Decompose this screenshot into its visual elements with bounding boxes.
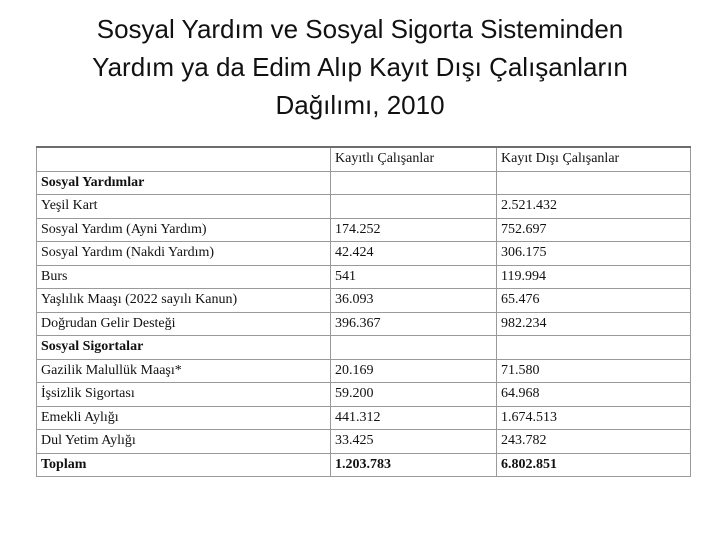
row-unregistered: 64.968 xyxy=(497,383,691,407)
row-unregistered: 752.697 xyxy=(497,218,691,242)
row-registered: 441.312 xyxy=(331,406,497,430)
table-row xyxy=(37,218,691,242)
row-unregistered xyxy=(497,336,691,360)
row-registered: 36.093 xyxy=(331,289,497,313)
row-label: İşsizlik Sigortası xyxy=(37,383,331,407)
table-header-row xyxy=(37,147,691,171)
row-registered: 174.252 xyxy=(331,218,497,242)
row-unregistered: 243.782 xyxy=(497,430,691,454)
distribution-table xyxy=(36,146,691,477)
row-label: Doğrudan Gelir Desteği xyxy=(37,312,331,336)
row-registered: 1.203.783 xyxy=(331,453,497,477)
row-unregistered: 71.580 xyxy=(497,359,691,383)
row-registered: 33.425 xyxy=(331,430,497,454)
row-label: Toplam xyxy=(37,453,331,477)
table-row xyxy=(37,312,691,336)
row-unregistered: 65.476 xyxy=(497,289,691,313)
table-row xyxy=(37,242,691,266)
row-label: Sosyal Yardım (Ayni Yardım) xyxy=(37,218,331,242)
title-line: Yardım ya da Edim Alıp Kayıt Dışı Çalışanların xyxy=(92,52,628,82)
row-unregistered: 306.175 xyxy=(497,242,691,266)
row-registered: 396.367 xyxy=(331,312,497,336)
table-row xyxy=(37,359,691,383)
header-unregistered: Kayıt Dışı Çalışanlar xyxy=(497,147,691,171)
row-label: Yaşlılık Maaşı (2022 sayılı Kanun) xyxy=(37,289,331,313)
row-registered xyxy=(331,195,497,219)
row-unregistered: 6.802.851 xyxy=(497,453,691,477)
slide-title xyxy=(40,10,680,124)
row-label: Sosyal Yardım (Nakdi Yardım) xyxy=(37,242,331,266)
header-label xyxy=(37,147,331,171)
row-unregistered: 1.674.513 xyxy=(497,406,691,430)
row-unregistered: 982.234 xyxy=(497,312,691,336)
row-label: Burs xyxy=(37,265,331,289)
row-unregistered: 2.521.432 xyxy=(497,195,691,219)
table-container xyxy=(36,146,690,477)
table-row xyxy=(37,430,691,454)
row-registered: 59.200 xyxy=(331,383,497,407)
row-label: Emekli Aylığı xyxy=(37,406,331,430)
table-row xyxy=(37,383,691,407)
row-registered: 42.424 xyxy=(331,242,497,266)
title-line: Sosyal Yardım ve Sosyal Sigorta Sisteminden xyxy=(96,14,624,44)
row-label: Dul Yetim Aylığı xyxy=(37,430,331,454)
table-row-total xyxy=(37,453,691,477)
table-row xyxy=(37,406,691,430)
row-registered xyxy=(331,171,497,195)
row-registered: 541 xyxy=(331,265,497,289)
row-label: Yeşil Kart xyxy=(37,195,331,219)
row-unregistered xyxy=(497,171,691,195)
row-unregistered: 119.994 xyxy=(497,265,691,289)
row-label: Sosyal Sigortalar xyxy=(37,336,331,360)
row-registered: 20.169 xyxy=(331,359,497,383)
table-row-section xyxy=(37,171,691,195)
table-row xyxy=(37,265,691,289)
row-label: Gazilik Malullük Maaşı* xyxy=(37,359,331,383)
title-line: Dağılımı, 2010 xyxy=(275,90,445,120)
table-row xyxy=(37,289,691,313)
header-registered: Kayıtlı Çalışanlar xyxy=(331,147,497,171)
row-registered xyxy=(331,336,497,360)
table-row xyxy=(37,195,691,219)
row-label: Sosyal Yardımlar xyxy=(37,171,331,195)
table-row-section xyxy=(37,336,691,360)
